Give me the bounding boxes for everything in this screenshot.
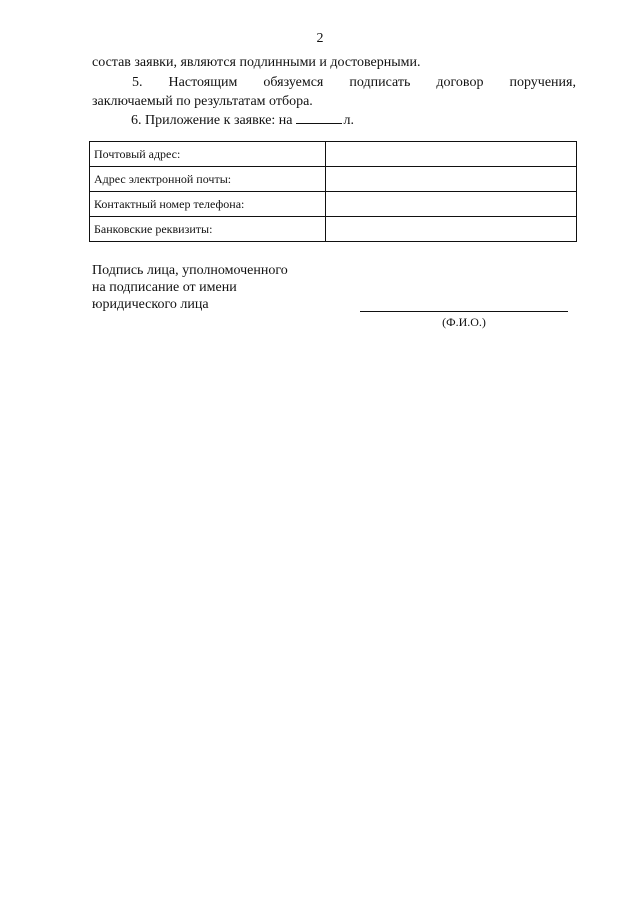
signature-label-line: юридического лица <box>92 297 209 312</box>
signature-label-line: Подпись лица, уполномоченного <box>92 263 288 278</box>
phone-number-value[interactable] <box>325 192 576 217</box>
fio-label: (Ф.И.О.) <box>442 315 486 329</box>
body-word: поручения, <box>509 75 576 90</box>
signature-line[interactable] <box>360 311 568 312</box>
table-row <box>90 167 577 192</box>
attachment-unit: л. <box>343 113 354 128</box>
email-address-value[interactable] <box>325 167 576 192</box>
body-word: Настоящим <box>168 75 238 90</box>
page-number: 2 <box>316 31 324 46</box>
table-row <box>90 217 577 242</box>
body-word: подписать <box>349 75 411 90</box>
clause-number: 5. <box>132 75 143 90</box>
body-word: обязуемся <box>263 75 324 90</box>
signature-label-line: на подписание от имени <box>92 280 237 295</box>
bank-details-label: Банковские реквизиты: <box>90 217 326 242</box>
attachment-label: 6. Приложение к заявке: на <box>131 113 293 128</box>
signature-authority-label <box>92 262 288 313</box>
body-word: договор <box>436 75 484 90</box>
body-line-3: заключаемый по результатам отбора. <box>92 94 313 109</box>
table-row <box>90 142 577 167</box>
table-row <box>90 192 577 217</box>
bank-details-value[interactable] <box>325 217 576 242</box>
body-line-1: состав заявки, являются подлинными и достоверными. <box>92 55 421 70</box>
postal-address-value[interactable] <box>325 142 576 167</box>
email-address-label: Адрес электронной почты: <box>90 167 326 192</box>
contact-table <box>89 141 577 242</box>
body-line-2 <box>92 75 576 91</box>
phone-number-label: Контактный номер телефона: <box>90 192 326 217</box>
body-line-4 <box>131 111 354 129</box>
postal-address-label: Почтовый адрес: <box>90 142 326 167</box>
attachment-pages-blank[interactable] <box>296 111 342 124</box>
